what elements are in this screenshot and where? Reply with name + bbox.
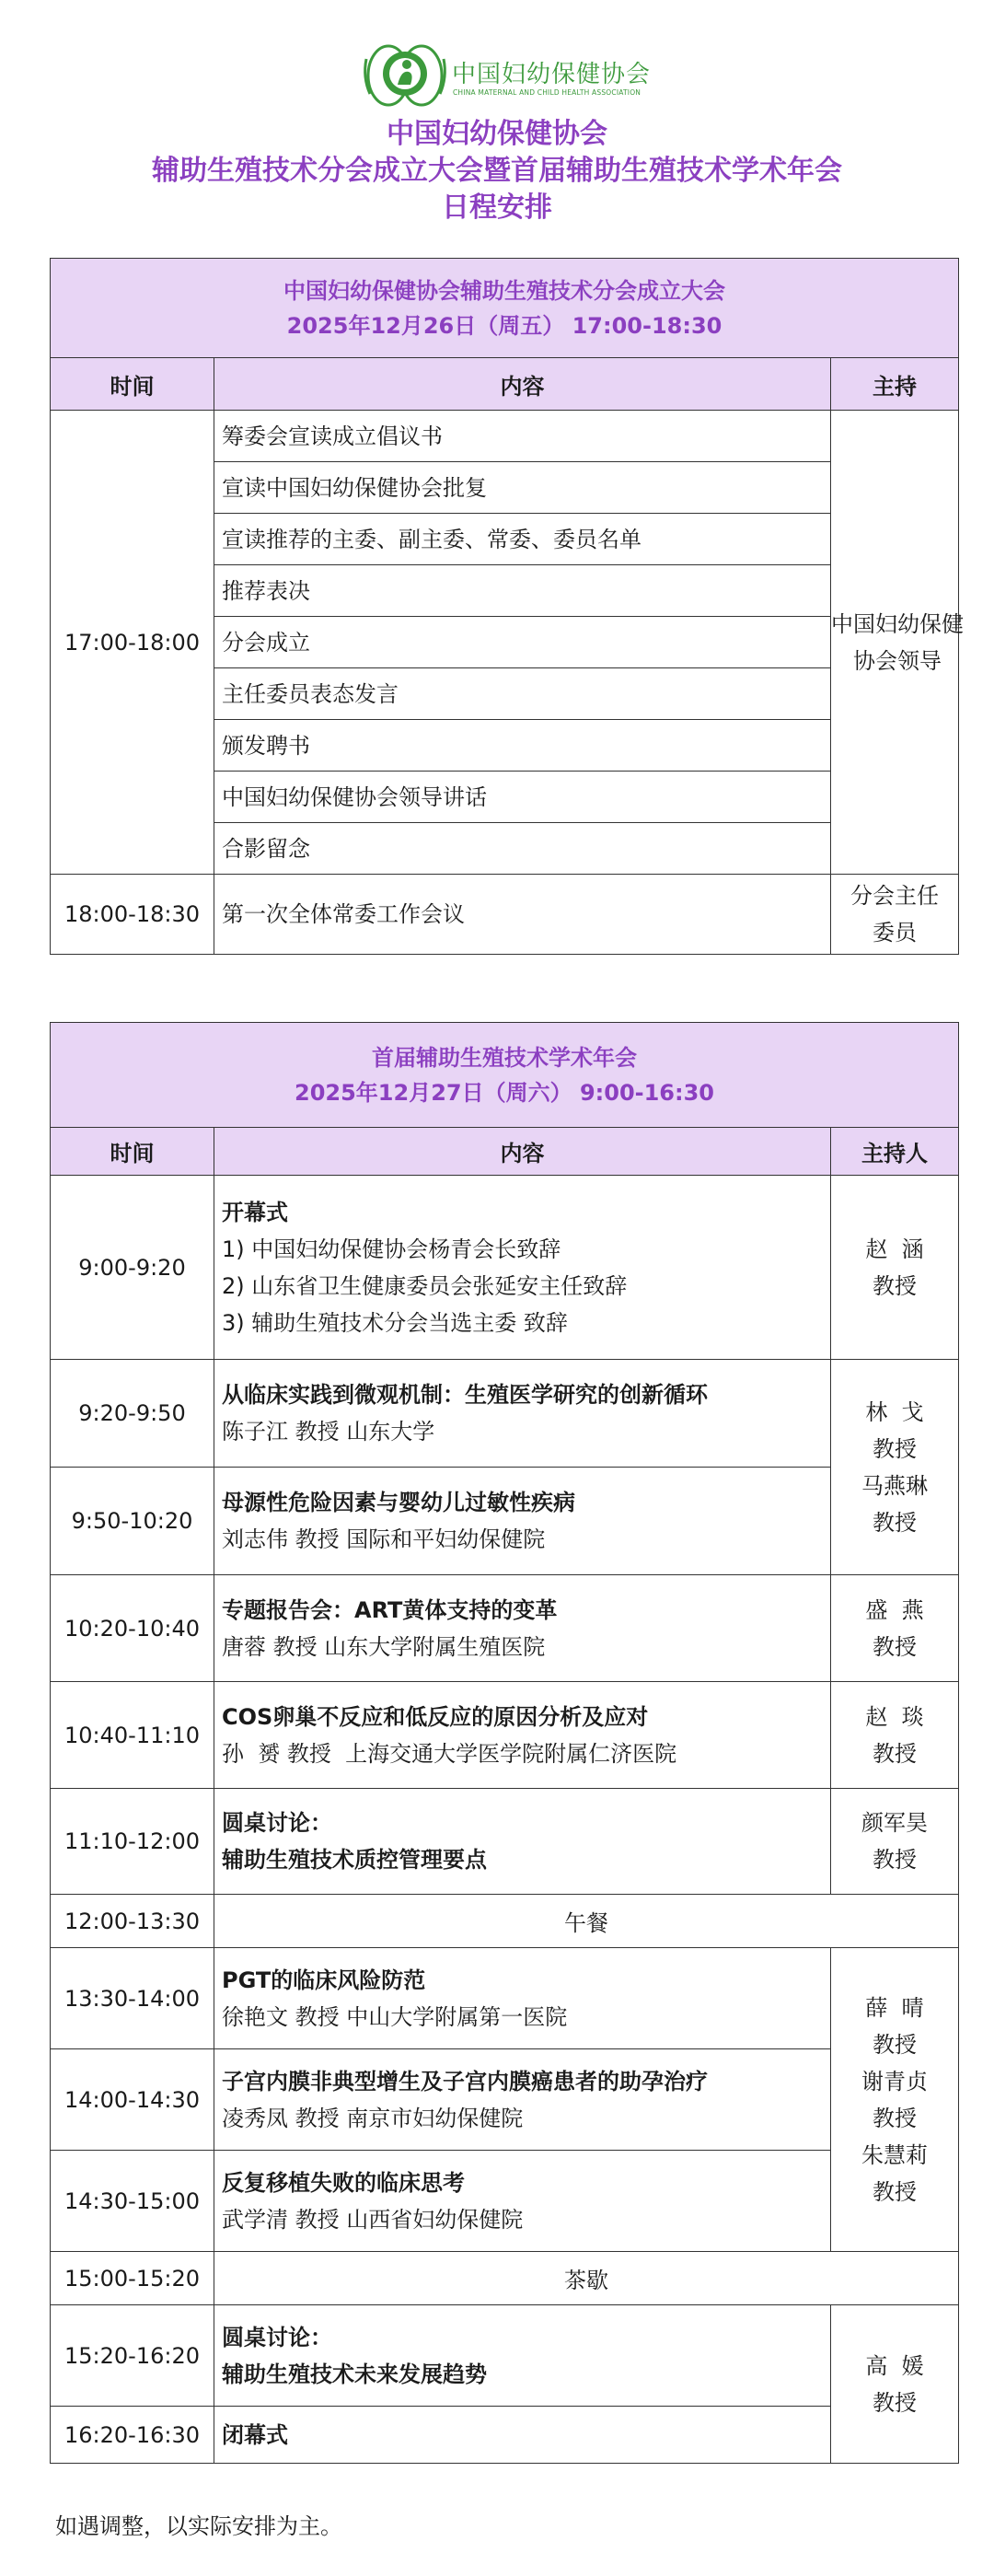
host-cell [831,2305,959,2464]
agenda-item [214,2151,831,2252]
time-cell: 9:00-9:20 [51,1176,214,1360]
header-schedule: 日程安排 [442,191,552,224]
host-name: 分会主任委员 [850,883,939,946]
host-title: 教授 [873,1435,917,1462]
host-name: 颜军昊 [861,1810,928,1836]
agenda-line: 3) 辅助生殖技术分会当选主委 致辞 [222,1309,568,1336]
agenda-item [214,1948,831,2049]
association-logo [361,41,652,110]
talk-title: 从临床实践到微观机制：生殖医学研究的创新循环 [222,1382,708,1408]
host-title: 教授 [873,1272,917,1299]
host-cell [831,411,964,875]
schedule-table-day2 [50,1022,959,2464]
talk-speaker: 孙 赟 教授 上海交通大学医学院附属仁济医院 [222,1740,677,1767]
host-title: 教授 [873,1847,917,1873]
host-name: 薛 晴 [865,1994,924,2021]
host-name: 中国妇幼保健协会领导 [831,610,964,674]
talk-speaker: 凌秀凤 教授 南京市妇幼保健院 [222,2105,524,2131]
section1-header [51,259,959,358]
time-cell: 12:00-13:30 [51,1895,214,1948]
footer-note: 如遇调整，以实际安排为主。 [55,2513,342,2539]
col-header-time: 时间 [51,1128,214,1176]
talk-speaker: 唐蓉 教授 山东大学附属生殖医院 [222,1633,546,1660]
host-name: 林 戈 [865,1398,924,1425]
section1-date: 2025年12月26日（周五） 17:00-18:30 [286,312,722,339]
talk-speaker: 陈子江 教授 山东大学 [222,1419,435,1445]
talk-title: COS卵巢不反应和低反应的原因分析及应对 [222,1703,649,1730]
host-cell [831,875,959,955]
agenda-item: 第一次全体常委工作会议 [214,875,831,955]
col-header-content: 内容 [214,1128,831,1176]
col-header-time: 时间 [51,358,214,411]
host-title: 教授 [873,2031,917,2058]
host-title: 教授 [873,2105,917,2131]
agenda-item [214,1468,831,1575]
host-name: 谢青贞 [861,2068,928,2094]
agenda-item [214,2305,831,2407]
break-lunch: 午餐 [214,1895,959,1948]
time-cell: 10:20-10:40 [51,1575,214,1682]
host-title: 教授 [873,1633,917,1660]
time-cell: 10:40-11:10 [51,1682,214,1789]
host-cell [831,1176,959,1360]
agenda-item: 宣读中国妇幼保健协会批复 [214,462,831,514]
host-cell [831,1789,959,1895]
header-association: 中国妇幼保健协会 [387,118,607,150]
logo-name-en: CHINA MATERNAL AND CHILD HEALTH ASSOCIATION [453,88,641,97]
talk-title: 闭幕式 [222,2421,288,2448]
time-cell: 14:00-14:30 [51,2049,214,2151]
talk-title: 圆桌讨论： [222,1810,332,1836]
host-cell [831,1575,959,1682]
talk-title: 母源性危险因素与婴幼儿过敏性疾病 [222,1490,575,1515]
time-cell: 11:10-12:00 [51,1789,214,1895]
agenda-line: 2) 山东省卫生健康委员会张延安主任致辞 [222,1272,628,1299]
host-title: 教授 [873,2178,917,2205]
agenda-item: 筹委会宣读成立倡议书 [214,411,831,462]
time-cell: 17:00-18:00 [51,411,214,875]
host-name: 高 媛 [865,2352,924,2379]
host-title: 教授 [873,1509,917,1536]
time-cell: 14:30-15:00 [51,2151,214,2252]
agenda-title: 开幕式 [222,1199,288,1225]
time-cell: 9:50-10:20 [51,1468,214,1575]
agenda-item [214,2407,831,2464]
agenda-item [214,1682,831,1789]
talk-subtitle: 辅助生殖技术未来发展趋势 [222,2361,487,2387]
time-cell: 15:20-16:20 [51,2305,214,2407]
agenda-item: 颁发聘书 [214,720,831,772]
host-name: 盛 燕 [865,1596,924,1623]
time-cell: 18:00-18:30 [51,875,214,955]
time-cell: 9:20-9:50 [51,1360,214,1468]
agenda-line: 1) 中国妇幼保健协会杨青会长致辞 [222,1236,561,1262]
host-name: 赵 琰 [865,1703,924,1730]
association-emblem-icon [361,41,449,110]
section2-title: 首届辅助生殖技术学术年会 [372,1044,637,1071]
col-header-host: 主持 [831,358,959,411]
talk-title: 圆桌讨论： [222,2324,332,2350]
time-cell: 16:20-16:30 [51,2407,214,2464]
agenda-item: 主任委员表态发言 [214,668,831,720]
agenda-item [214,2049,831,2151]
host-title: 教授 [873,1740,917,1767]
agenda-item [214,1789,831,1895]
agenda-item: 中国妇幼保健协会领导讲话 [214,772,831,823]
talk-speaker: 武学清 教授 山西省妇幼保健院 [222,2206,524,2233]
talk-speaker: 刘志伟 教授 国际和平妇幼保健院 [222,1526,546,1552]
talk-title: 反复移植失败的临床思考 [222,2169,465,2196]
col-header-host: 主持人 [831,1128,959,1176]
agenda-item: 推荐表决 [214,565,831,617]
section2-header [51,1023,959,1128]
talk-speaker: 徐艳文 教授 中山大学附属第一医院 [222,2003,568,2030]
host-name: 马燕琳 [861,1472,928,1499]
agenda-item: 宣读推荐的主委、副主委、常委、委员名单 [214,514,831,565]
schedule-table-day1 [50,258,964,955]
agenda-item [214,1176,831,1360]
host-cell [831,1360,959,1575]
time-cell: 15:00-15:20 [51,2252,214,2305]
agenda-item: 分会成立 [214,617,831,668]
host-cell [831,1948,959,2252]
section1-title: 中国妇幼保健协会辅助生殖技术分会成立大会 [283,277,725,304]
host-name: 朱慧莉 [861,2141,928,2168]
host-cell [831,1682,959,1789]
break-tea: 茶歇 [214,2252,959,2305]
talk-title: 专题报告会：ART黄体支持的变革 [222,1596,558,1623]
col-header-content: 内容 [214,358,831,411]
time-cell: 13:30-14:00 [51,1948,214,2049]
talk-title: 子宫内膜非典型增生及子宫内膜癌患者的助孕治疗 [222,2068,708,2094]
host-title: 教授 [873,2389,917,2416]
host-name: 赵 涵 [865,1236,924,1262]
talk-title: PGT的临床风险防范 [222,1967,426,1993]
section2-date: 2025年12月27日（周六） 9:00-16:30 [295,1079,714,1106]
header-event-title: 辅助生殖技术分会成立大会暨首届辅助生殖技术学术年会 [152,155,842,187]
logo-name-cn: 中国妇幼保健协会 [452,61,652,88]
talk-subtitle: 辅助生殖技术质控管理要点 [222,1847,487,1873]
agenda-item [214,1575,831,1682]
agenda-item [214,1360,831,1468]
agenda-item: 合影留念 [214,823,831,875]
